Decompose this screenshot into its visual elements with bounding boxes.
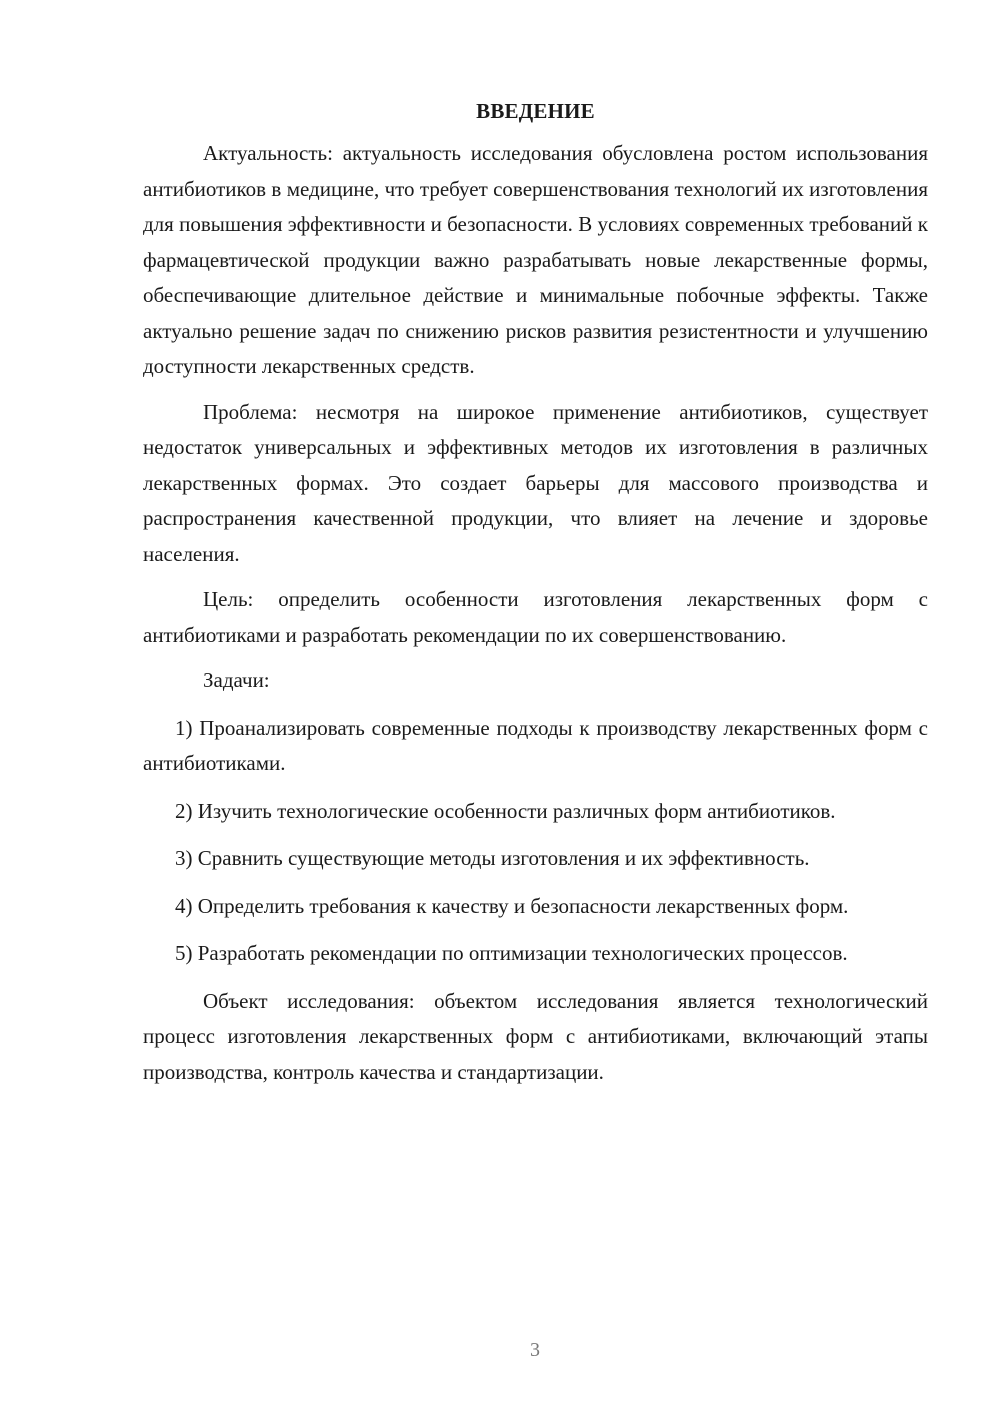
paragraph-object: Объект исследования: объектом исследования является технологический процесс изготовления лекарственных форм с антибиотиками, включающий этапы производства, контроль качества и стандартизации.	[143, 988, 928, 1084]
task-item-3: 3) Сравнить существующие методы изготовления и их эффективность.	[175, 846, 810, 870]
paragraph-relevance: Актуальность: актуальность исследования обусловлена ростом использования антибиотиков в медицине, что требует совершенствования технологий их изготовления для повышения эффективности и безопасности. В условиях современных требований к фармацевтической продукции важно разрабатывать новые лекарственные формы, обеспечивающие длительное действие и минимальные побочные эффекты. Также актуально решение задач по снижению рисков развития резистентности и улучшению доступности лекарственных средств.	[143, 141, 928, 378]
task-item-5: 5) Разработать рекомендации по оптимизации технологических процессов.	[175, 941, 848, 965]
section-heading: ВВЕДЕНИЕ	[476, 99, 595, 123]
tasks-label: Задачи:	[203, 668, 270, 692]
task-item-2: 2) Изучить технологические особенности различных форм антибиотиков.	[175, 798, 836, 823]
paragraph-problem: Проблема: несмотря на широкое применение антибиотиков, существует недостаток универсальных и эффективных методов их изготовления в различных лекарственных формах. Это создает барьеры для массового производства и распространения качественной продукции, что влияет на лечение и здоровье населения.	[143, 399, 928, 566]
page-content	[143, 92, 928, 1090]
task-item-4: 4) Определить требования к качеству и безопасности лекарственных форм.	[175, 893, 849, 918]
task-item-1: 1) Проанализировать современные подходы к производству лекарственных форм с антибиотиками.	[143, 715, 928, 775]
paragraph-goal: Цель: определить особенности изготовления лекарственных форм с антибиотиками и разработать рекомендации по их совершенствованию.	[143, 587, 928, 647]
page-number: 3	[530, 1339, 540, 1361]
